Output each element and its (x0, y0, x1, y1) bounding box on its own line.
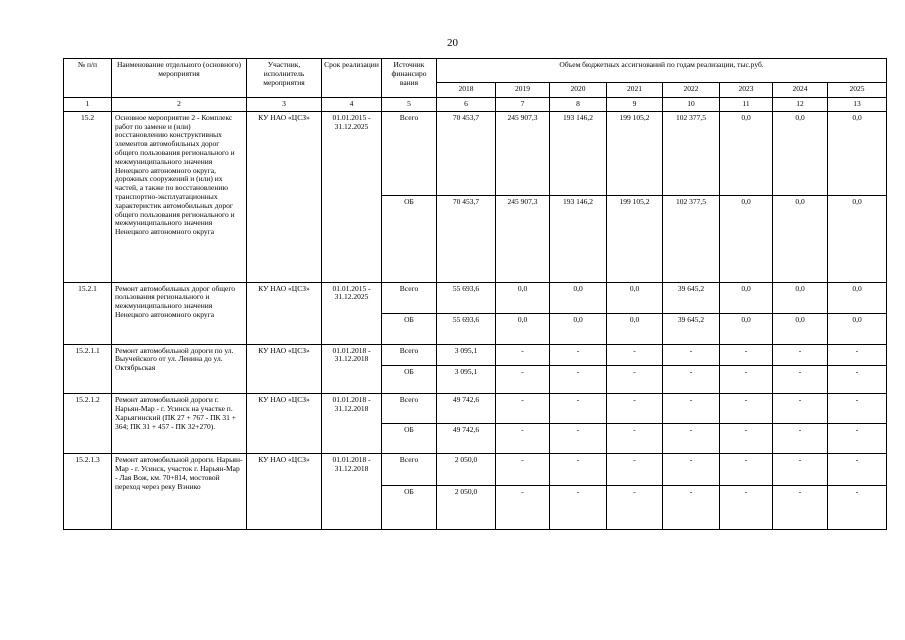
value-cell: 0,0 (720, 282, 773, 313)
value-cell: 0,0 (550, 282, 607, 313)
index-cell: 4 (322, 98, 382, 112)
value-cell: - (550, 424, 607, 454)
row-source: ОБ (382, 366, 437, 394)
col-header-volume: Объем бюджетных ассигнований по годам реализации, тыс.руб. (437, 59, 887, 83)
row-name: Ремонт автомобильных дорог общего пользования регионального и межмуниципального значения Ненецкого автономного округа (112, 282, 247, 344)
row-source: Всего (382, 454, 437, 486)
year-header: 2021 (607, 83, 663, 98)
row-num: 15.2.1.1 (64, 344, 112, 394)
index-cell: 3 (247, 98, 322, 112)
index-cell: 9 (607, 98, 663, 112)
value-cell: 39 645,2 (663, 313, 720, 344)
table-row (64, 344, 887, 366)
value-cell: - (607, 394, 663, 424)
value-cell: 49 742,6 (437, 394, 496, 424)
row-name: Основное мероприятие 2 - Комплекс работ по замене и (или) восстановлению конструктивных элементов автомобильных дорог общего пользования регионального и межмуниципального значения Ненецкого автономного округа, дорожных сооружений и (или) их частей, а также по восстановлению транспортно-эксплуатационных характеристик автомобильных дорог общего пользования регионального и межмуниципального значения Ненецкого автономного округа (112, 111, 247, 282)
page-number: 20 (447, 37, 458, 49)
value-cell: - (773, 486, 828, 530)
index-cell: 8 (550, 98, 607, 112)
row-participant: КУ НАО «ЦСЗ» (247, 344, 322, 394)
value-cell: - (496, 366, 550, 394)
row-source: ОБ (382, 486, 437, 530)
index-cell: 7 (496, 98, 550, 112)
value-cell: - (607, 344, 663, 366)
value-cell: 102 377,5 (663, 111, 720, 195)
value-cell: 199 105,2 (607, 195, 663, 282)
value-cell: - (828, 344, 887, 366)
index-cell: 12 (773, 98, 828, 112)
table-row (64, 454, 887, 486)
year-header: 2025 (828, 83, 887, 98)
value-cell: 0,0 (773, 195, 828, 282)
row-term: 01.01.2018 - 31.12.2018 (322, 344, 382, 394)
value-cell: 3 095,1 (437, 366, 496, 394)
value-cell: - (550, 394, 607, 424)
row-participant: КУ НАО «ЦСЗ» (247, 454, 322, 530)
col-header-term: Срок реализации (322, 59, 382, 98)
value-cell: 102 377,5 (663, 195, 720, 282)
index-cell: 1 (64, 98, 112, 112)
year-header: 2019 (496, 83, 550, 98)
row-num: 15.2.1 (64, 282, 112, 344)
value-cell: 193 146,2 (550, 111, 607, 195)
row-source: ОБ (382, 424, 437, 454)
value-cell: 199 105,2 (607, 111, 663, 195)
col-header-num: № п/п (64, 59, 112, 98)
value-cell: 0,0 (720, 313, 773, 344)
year-header: 2024 (773, 83, 828, 98)
value-cell: 0,0 (607, 282, 663, 313)
row-num: 15.2 (64, 111, 112, 282)
table-row (64, 394, 887, 424)
index-cell: 5 (382, 98, 437, 112)
value-cell: 0,0 (773, 111, 828, 195)
value-cell: 193 146,2 (550, 195, 607, 282)
row-term: 01.01.2015 - 31.12.2025 (322, 282, 382, 344)
value-cell: - (720, 454, 773, 486)
row-source: Всего (382, 111, 437, 195)
row-source: ОБ (382, 313, 437, 344)
value-cell: - (828, 454, 887, 486)
row-participant: КУ НАО «ЦСЗ» (247, 394, 322, 454)
value-cell: 2 050,0 (437, 486, 496, 530)
row-name: Ремонт автомобильной дороги. Нарьян-Мар - г. Усинск, участок г. Нарьян-Мар - Лая Вож, км. 70+814, мостовой переход через реку Вэнико (112, 454, 247, 530)
value-cell: - (663, 424, 720, 454)
value-cell: - (773, 366, 828, 394)
value-cell: 0,0 (720, 111, 773, 195)
value-cell: 0,0 (496, 313, 550, 344)
value-cell: - (720, 424, 773, 454)
row-participant: КУ НАО «ЦСЗ» (247, 111, 322, 282)
value-cell: - (607, 366, 663, 394)
value-cell: 0,0 (773, 313, 828, 344)
year-header: 2018 (437, 83, 496, 98)
value-cell: - (496, 394, 550, 424)
value-cell: 49 742,6 (437, 424, 496, 454)
row-name: Ремонт автомобильной дороги г. Нарьян-Мар - г. Усинск на участке п. Харьягинский (ПК 27 + 767 - ПК 31 + 364; ПК 31 + 457 - ПК 32+270). (112, 394, 247, 454)
value-cell: - (550, 366, 607, 394)
value-cell: 0,0 (828, 313, 887, 344)
value-cell: 39 645,2 (663, 282, 720, 313)
value-cell: - (720, 486, 773, 530)
value-cell: - (663, 366, 720, 394)
value-cell: 0,0 (496, 282, 550, 313)
row-term: 01.01.2018 - 31.12.2018 (322, 454, 382, 530)
value-cell: 0,0 (828, 195, 887, 282)
value-cell: - (496, 454, 550, 486)
year-header: 2020 (550, 83, 607, 98)
row-num: 15.2.1.3 (64, 454, 112, 530)
row-source: Всего (382, 282, 437, 313)
value-cell: 245 907,3 (496, 111, 550, 195)
table-row (64, 282, 887, 313)
value-cell: - (773, 454, 828, 486)
row-source: Всего (382, 344, 437, 366)
value-cell: 0,0 (550, 313, 607, 344)
row-participant: КУ НАО «ЦСЗ» (247, 282, 322, 344)
row-name: Ремонт автомобильной дороги по ул. Выучейского от ул. Ленина до ул. Октябрьская (112, 344, 247, 394)
value-cell: - (550, 454, 607, 486)
index-cell: 10 (663, 98, 720, 112)
value-cell: - (828, 366, 887, 394)
index-cell: 2 (112, 98, 247, 112)
value-cell: 55 693,6 (437, 313, 496, 344)
value-cell: - (550, 486, 607, 530)
value-cell: - (496, 424, 550, 454)
value-cell: - (720, 344, 773, 366)
index-cell: 13 (828, 98, 887, 112)
value-cell: 0,0 (828, 111, 887, 195)
value-cell: - (663, 486, 720, 530)
value-cell: - (607, 486, 663, 530)
year-header: 2023 (720, 83, 773, 98)
budget-table (63, 58, 887, 530)
row-term: 01.01.2015 - 31.12.2025 (322, 111, 382, 282)
table-row (64, 111, 887, 195)
row-term: 01.01.2018 - 31.12.2018 (322, 394, 382, 454)
value-cell: - (773, 344, 828, 366)
value-cell: - (663, 394, 720, 424)
value-cell: 3 095,1 (437, 344, 496, 366)
value-cell: - (607, 424, 663, 454)
col-header-participant: Участник, исполнитель мероприятия (247, 59, 322, 98)
value-cell: - (773, 424, 828, 454)
year-header: 2022 (663, 83, 720, 98)
value-cell: - (828, 424, 887, 454)
value-cell: - (496, 486, 550, 530)
value-cell: - (550, 344, 607, 366)
value-cell: - (663, 454, 720, 486)
index-cell: 6 (437, 98, 496, 112)
value-cell: - (663, 344, 720, 366)
value-cell: - (773, 394, 828, 424)
value-cell: 0,0 (773, 282, 828, 313)
row-source: ОБ (382, 195, 437, 282)
value-cell: 0,0 (720, 195, 773, 282)
col-header-source: Источник финансиро вания (382, 59, 437, 98)
col-header-name: Наименование отдельного (основного) мероприятия (112, 59, 247, 98)
value-cell: - (720, 394, 773, 424)
value-cell: 245 907,3 (496, 195, 550, 282)
value-cell: 55 693,6 (437, 282, 496, 313)
value-cell: 0,0 (607, 313, 663, 344)
value-cell: 2 050,0 (437, 454, 496, 486)
value-cell: - (720, 366, 773, 394)
value-cell: - (828, 486, 887, 530)
value-cell: - (607, 454, 663, 486)
value-cell: 0,0 (828, 282, 887, 313)
value-cell: 70 453,7 (437, 195, 496, 282)
value-cell: 70 453,7 (437, 111, 496, 195)
index-cell: 11 (720, 98, 773, 112)
row-source: Всего (382, 394, 437, 424)
row-num: 15.2.1.2 (64, 394, 112, 454)
value-cell: - (828, 394, 887, 424)
value-cell: - (496, 344, 550, 366)
